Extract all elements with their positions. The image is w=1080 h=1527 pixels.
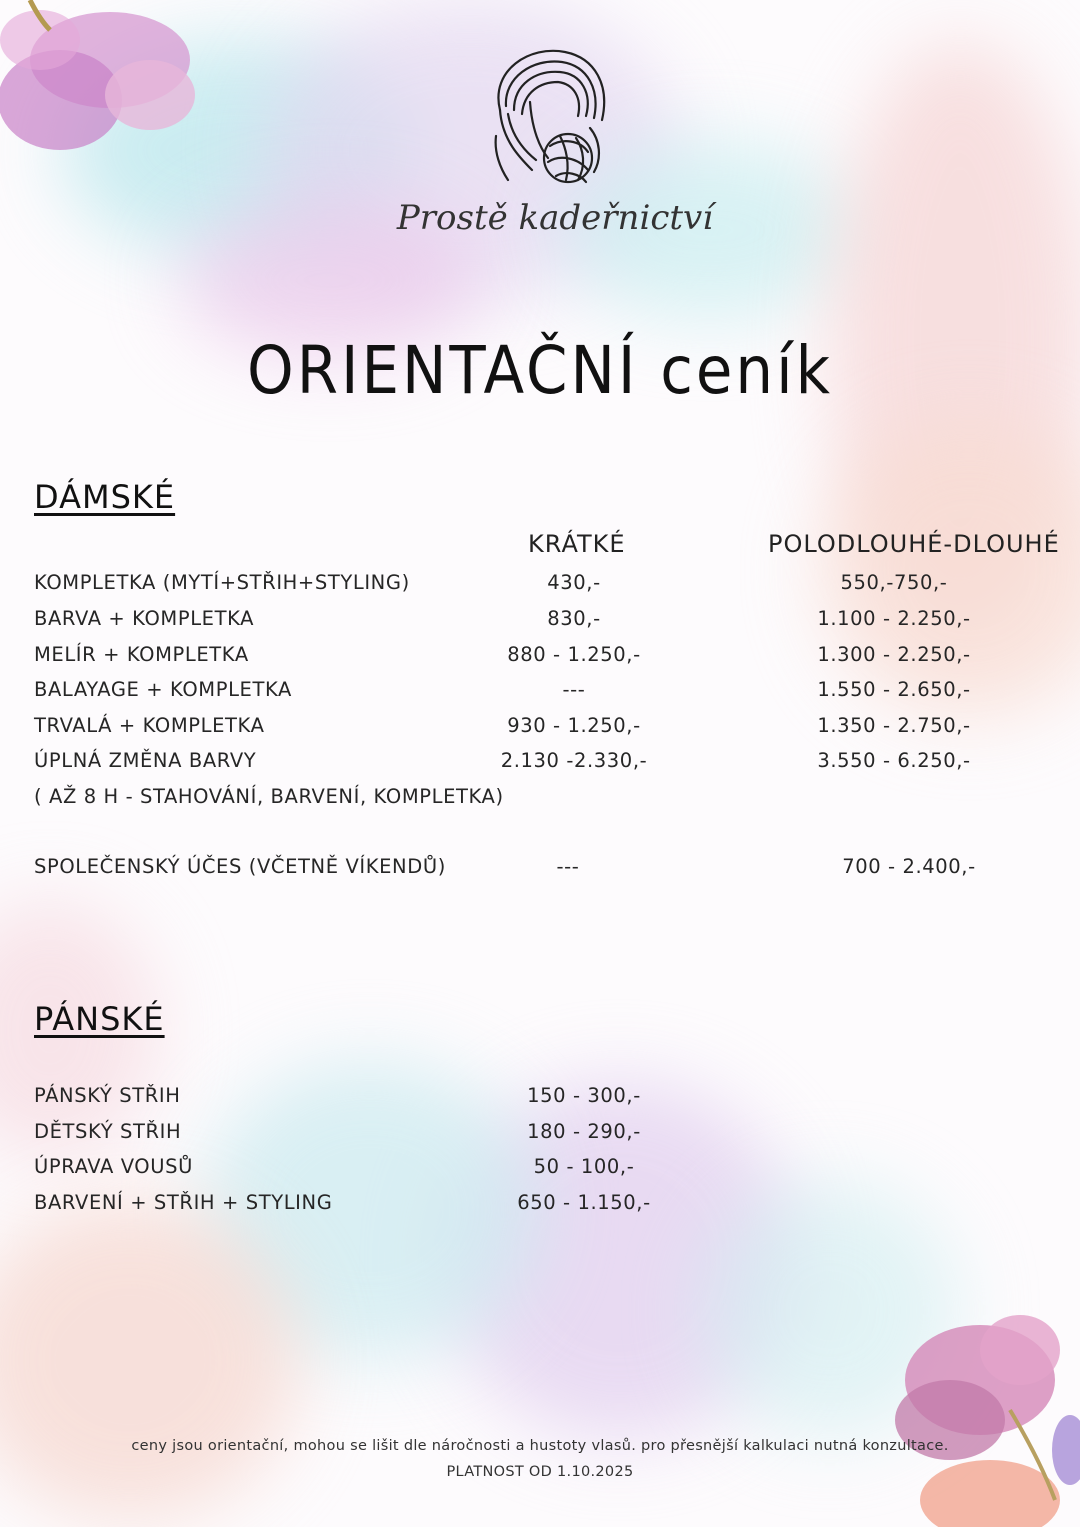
service-label: SPOLEČENSKÝ ÚČES (VČETNĚ VÍKENDŮ) [34, 855, 446, 878]
price-row [34, 749, 1044, 779]
price-row [34, 643, 1044, 673]
price-long: 1.350 - 2.750,- [817, 714, 971, 737]
page-title: ORIENTAČNÍ ceník [247, 332, 833, 409]
footer-note-block [0, 1433, 1080, 1485]
price-short: 930 - 1.250,- [507, 714, 641, 737]
service-label: DĚTSKÝ STŘIH [34, 1120, 182, 1143]
validity-date: PLATNOST OD 1.10.2025 [446, 1464, 634, 1480]
service-label: MELÍR + KOMPLETKA [34, 643, 249, 666]
price-row [34, 1120, 1044, 1150]
price: 650 - 1.150,- [517, 1191, 651, 1214]
flower-top-left-decoration [0, 0, 210, 170]
service-label: TRVALÁ + KOMPLETKA [34, 714, 265, 737]
price-short: 430,- [547, 571, 601, 594]
price: 180 - 290,- [527, 1120, 641, 1143]
price-long: 550,-750,- [840, 571, 948, 594]
price: 50 - 100,- [533, 1155, 635, 1178]
service-label: ÚPLNÁ ZMĚNA BARVY [34, 749, 257, 772]
service-label: BARVENÍ + STŘIH + STYLING [34, 1191, 333, 1214]
price-long: 1.300 - 2.250,- [817, 643, 971, 666]
service-label: BALAYAGE + KOMPLETKA [34, 678, 292, 701]
price-row [34, 1084, 1044, 1114]
hair-bun-logo-icon [470, 40, 630, 200]
column-header-long: POLODLOUHÉ-DLOUHÉ [768, 530, 1060, 558]
price-short: 2.130 -2.330,- [500, 749, 648, 772]
price-row-note [34, 785, 1044, 815]
price-short: --- [562, 678, 586, 701]
price-row [34, 1155, 1044, 1185]
price-row [34, 571, 1044, 601]
column-header-short: KRÁTKÉ [528, 530, 626, 558]
price-row [34, 607, 1044, 637]
womens-section-heading: DÁMSKÉ [34, 478, 176, 516]
service-label: KOMPLETKA (MYTÍ+STŘIH+STYLING) [34, 571, 410, 594]
price-short: 830,- [547, 607, 601, 630]
price-short: --- [556, 855, 580, 878]
service-note: ( AŽ 8 H - STAHOVÁNÍ, BARVENÍ, KOMPLETKA) [34, 785, 504, 808]
price-long: 700 - 2.400,- [842, 855, 976, 878]
service-label: PÁNSKÝ STŘIH [34, 1084, 181, 1107]
price-row [34, 678, 1044, 708]
price-short: 880 - 1.250,- [507, 643, 641, 666]
footer-note: ceny jsou orientační, mohou se lišit dle náročnosti a hustoty vlasů. pro přesnější kalkulaci nutná konzultace. [131, 1438, 949, 1454]
price-long: 3.550 - 6.250,- [817, 749, 971, 772]
service-label: BARVA + KOMPLETKA [34, 607, 255, 630]
price-row [34, 714, 1044, 744]
flower-bottom-right-decoration [880, 1300, 1080, 1527]
price-long: 1.100 - 2.250,- [817, 607, 971, 630]
price: 150 - 300,- [527, 1084, 641, 1107]
brand-name: Prostě kadeřnictví [396, 198, 714, 238]
service-label: ÚPRAVA VOUSŮ [34, 1155, 193, 1178]
price-row [34, 855, 1044, 885]
price-long: 1.550 - 2.650,- [817, 678, 971, 701]
price-row [34, 1191, 1044, 1221]
mens-section-heading: PÁNSKÉ [34, 1000, 165, 1038]
